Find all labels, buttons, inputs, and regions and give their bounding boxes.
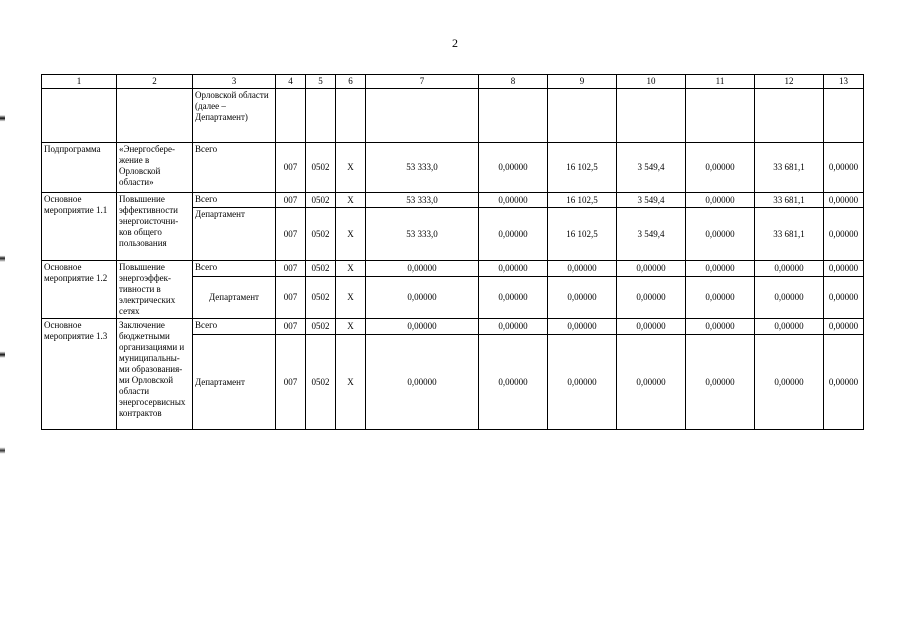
value-cell: 0502 [306, 208, 336, 261]
program-table [41, 74, 864, 430]
value-cell: 0502 [306, 277, 336, 319]
page-number: 2 [452, 36, 458, 50]
value-cell: 0,00000 [686, 277, 755, 319]
value-cell: 0502 [306, 143, 336, 193]
value-cell: Х [336, 335, 366, 430]
value-cell: Х [336, 193, 366, 208]
executor-cell: Всего [193, 143, 276, 193]
value-cell: 53 333,0 [366, 208, 479, 261]
value-cell: 0,00000 [617, 319, 686, 335]
value-cell: 0,00000 [824, 193, 864, 208]
value-cell: 0,00000 [366, 319, 479, 335]
value-cell: Х [336, 208, 366, 261]
row-title: Повышение энергоэффек-тивности в электрических сетях [117, 261, 193, 319]
row-label: Основное мероприятие 1.1 [42, 193, 117, 261]
value-cell: 0,00000 [617, 277, 686, 319]
value-cell: 53 333,0 [366, 143, 479, 193]
value-cell: 0502 [306, 193, 336, 208]
value-cell: 0,00000 [548, 261, 617, 277]
executor-cell: Департамент [193, 335, 276, 430]
value-cell: 0,00000 [824, 143, 864, 193]
value-cell: 0,00000 [479, 261, 548, 277]
value-cell: 007 [276, 277, 306, 319]
value-cell: 007 [276, 208, 306, 261]
value-cell: 0,00000 [755, 335, 824, 430]
value-cell: 0,00000 [824, 208, 864, 261]
value-cell: 3 549,4 [617, 208, 686, 261]
col-number: 11 [686, 75, 755, 89]
value-cell: 007 [276, 261, 306, 277]
value-cell: 007 [276, 319, 306, 335]
executor-cell: Департамент [193, 277, 276, 319]
row-label: Подпрограмма [42, 143, 117, 193]
subprogram-row [42, 143, 864, 193]
value-cell: 16 102,5 [548, 143, 617, 193]
value-cell: 0,00000 [479, 193, 548, 208]
value-cell: 0,00000 [686, 319, 755, 335]
value-cell: 0,00000 [366, 277, 479, 319]
col-number: 12 [755, 75, 824, 89]
col-number: 3 [193, 75, 276, 89]
value-cell: 3 549,4 [617, 143, 686, 193]
continuation-row [42, 89, 864, 143]
value-cell: 0,00000 [548, 335, 617, 430]
value-cell: 0502 [306, 335, 336, 430]
measure-1-1-total-row [42, 193, 864, 208]
value-cell: 0,00000 [755, 277, 824, 319]
executor-cell: Всего [193, 261, 276, 277]
value-cell: 33 681,1 [755, 193, 824, 208]
value-cell: 0,00000 [479, 319, 548, 335]
col-number: 13 [824, 75, 864, 89]
value-cell: 0,00000 [824, 277, 864, 319]
value-cell: 0,00000 [686, 193, 755, 208]
value-cell: 0502 [306, 319, 336, 335]
col-number: 8 [479, 75, 548, 89]
executor-cell: Департамент [193, 208, 276, 261]
value-cell: 3 549,4 [617, 193, 686, 208]
value-cell: 33 681,1 [755, 143, 824, 193]
executor-cell: Орловской области (далее – Департамент) [193, 89, 276, 143]
value-cell: 0,00000 [824, 261, 864, 277]
value-cell: 007 [276, 143, 306, 193]
value-cell: 53 333,0 [366, 193, 479, 208]
value-cell: 0502 [306, 261, 336, 277]
executor-cell: Всего [193, 319, 276, 335]
row-title: Заключение бюджетными организациями и муниципальны-ми образования-ми Орловской области энергосервисных контрактов [117, 319, 193, 430]
col-number: 7 [366, 75, 479, 89]
value-cell: 0,00000 [686, 143, 755, 193]
value-cell: 0,00000 [366, 335, 479, 430]
value-cell: Х [336, 277, 366, 319]
row-title: Повышение эффективности энергоисточни-ков общего пользования [117, 193, 193, 261]
column-number-row [42, 75, 864, 89]
value-cell: 0,00000 [479, 143, 548, 193]
row-label: Основное мероприятие 1.2 [42, 261, 117, 319]
value-cell: 0,00000 [686, 335, 755, 430]
col-number: 9 [548, 75, 617, 89]
value-cell: 0,00000 [755, 319, 824, 335]
scan-edge [0, 0, 5, 639]
value-cell: 33 681,1 [755, 208, 824, 261]
row-title: «Энергосбере-жение в Орловской области» [117, 143, 193, 193]
value-cell: 16 102,5 [548, 193, 617, 208]
value-cell: 0,00000 [479, 208, 548, 261]
value-cell: 0,00000 [617, 261, 686, 277]
measure-1-2-total-row [42, 261, 864, 277]
value-cell: 007 [276, 193, 306, 208]
value-cell: 0,00000 [548, 277, 617, 319]
value-cell: Х [336, 261, 366, 277]
value-cell: 0,00000 [824, 335, 864, 430]
value-cell: Х [336, 319, 366, 335]
value-cell: 0,00000 [824, 319, 864, 335]
value-cell: 0,00000 [686, 208, 755, 261]
executor-cell: Всего [193, 193, 276, 208]
col-number: 5 [306, 75, 336, 89]
value-cell: 0,00000 [548, 319, 617, 335]
col-number: 6 [336, 75, 366, 89]
col-number: 10 [617, 75, 686, 89]
value-cell: 007 [276, 335, 306, 430]
value-cell: 16 102,5 [548, 208, 617, 261]
value-cell: 0,00000 [366, 261, 479, 277]
value-cell: 0,00000 [479, 335, 548, 430]
row-label: Основное мероприятие 1.3 [42, 319, 117, 430]
value-cell: 0,00000 [479, 277, 548, 319]
value-cell: 0,00000 [617, 335, 686, 430]
col-number: 1 [42, 75, 117, 89]
col-number: 4 [276, 75, 306, 89]
value-cell: 0,00000 [755, 261, 824, 277]
value-cell: Х [336, 143, 366, 193]
value-cell: 0,00000 [686, 261, 755, 277]
measure-1-3-total-row [42, 319, 864, 335]
col-number: 2 [117, 75, 193, 89]
